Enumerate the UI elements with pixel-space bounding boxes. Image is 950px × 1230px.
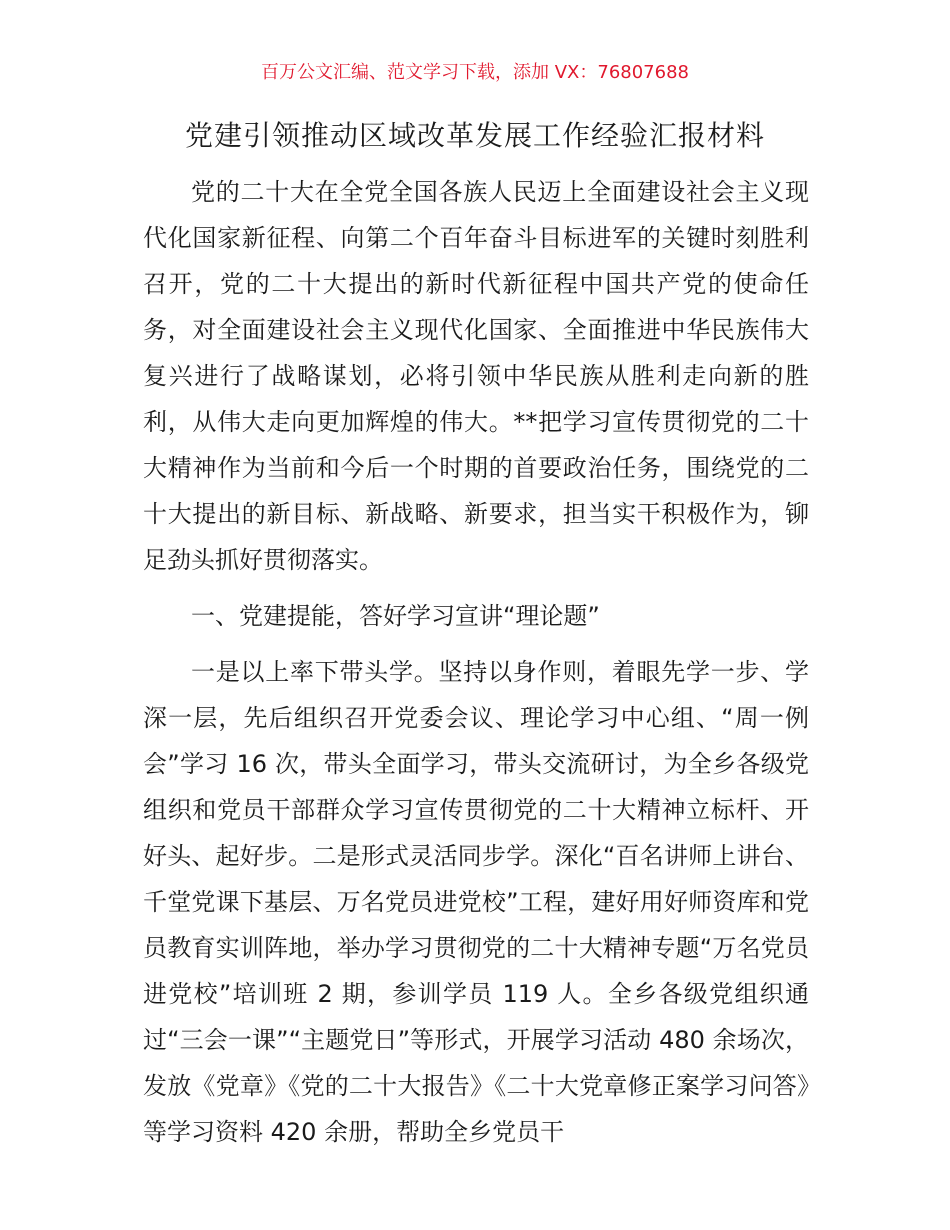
document-title: 党建引领推动区域改革发展工作经验汇报材料 (184, 119, 765, 152)
document-body (143, 169, 809, 1155)
header-watermark: 百万公文汇编、范文学习下载，添加 VX：76807688 (261, 62, 689, 83)
body-paragraph-intro: 党的二十大在全党全国各族人民迈上全面建设社会主义现代化国家新征程、向第二个百年奋斗目标进军的关键时刻胜利召开，党的二十大提出的新时代新征程中国共产党的使命任务，对全面建设社会主义现代化国家、全面推进中华民族伟大复兴进行了战略谋划，必将引领中华民族从胜利走向新的胜利，从伟大走向更加辉煌的伟大。**把学习宣传贯彻党的二十大精神作为当前和今后一个时期的首要政治任务，围绕党的二十大提出的新目标、新战略、新要求，担当实干积极作为，铆足劲头抓好贯彻落实。 (143, 178, 809, 574)
section-heading-1: 一、党建提能，答好学习宣讲“理论题” (191, 602, 600, 630)
body-paragraph-section-1: 一是以上率下带头学。坚持以身作则，着眼先学一步、学深一层，先后组织召开党委会议、理论学习中心组、“周一例会”学习 16 次，带头全面学习，带头交流研讨，为全乡各级党组织和党员干部群众学习宣传贯彻党的二十大精神立标杆、开好头、起好步。二是形式灵活同步学。深化“百名讲师上讲台、千堂党课下基层、万名党员进党校”工程，建好用好师资库和党员教育实训阵地，举办学习贯彻党的二十大精神专题“万名党员进党校”培训班 2 期，参训学员 119 人。全乡各级党组织通过“三会一课”“主题党日”等形式，开展学习活动 480 余场次，发放《党章》《党的二十大报告》《二十大党章修正案学习问答》等学习资料 420 余册，帮助全乡党员干 (143, 658, 809, 1146)
